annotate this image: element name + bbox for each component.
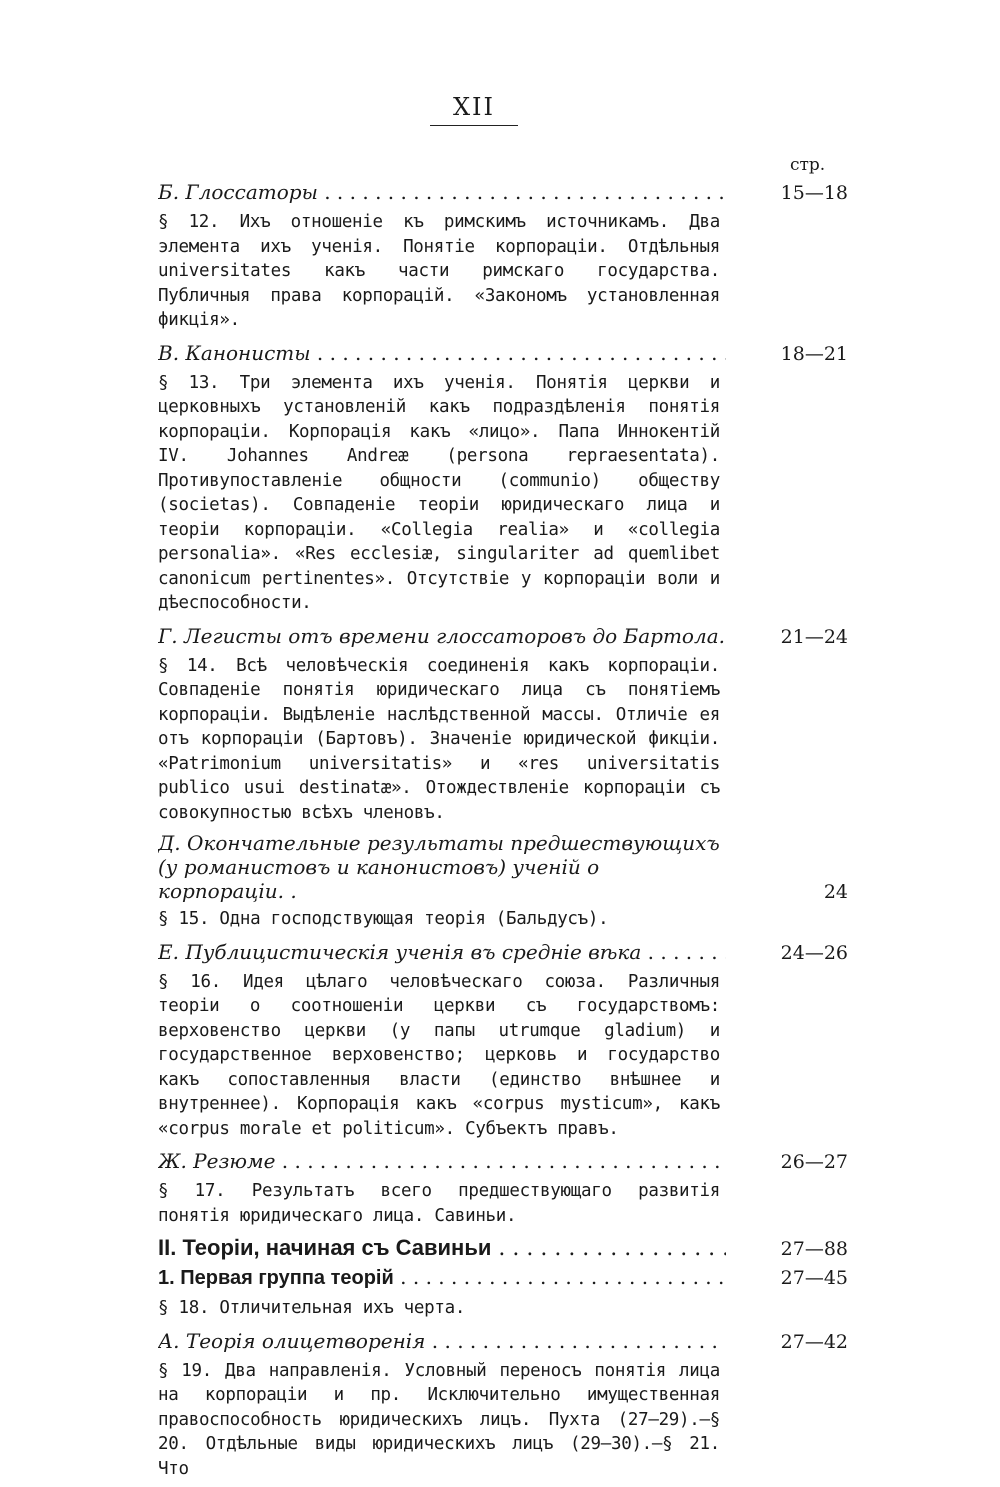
toc-entry-title-line1: Д. Окончательные результаты предшествующихъ	[158, 831, 720, 855]
toc-entry-title: 1. Первая группа теорій . . .	[158, 1263, 726, 1292]
toc-section-summary: § 18. Отличительная ихъ черта.	[158, 1298, 466, 1318]
toc-entry-title: В. Канонисты . . .	[158, 339, 726, 367]
table-of-contents	[158, 178, 848, 1487]
toc-entry	[158, 831, 848, 903]
toc-section-summary: § 16. Идея цѣлаго человѣческаго союза. Различныя теоріи о соотношеніи церкви съ государствомъ: верховенство церкви (у папы utrumque gladium) и государственное верховенство; церковь и государство какъ сопоставленныя власти (единство внѣшнее и внутреннее). Корпорація какъ «corpus mysticum», какъ «corpus morale et politicum». Субъектъ правъ.	[158, 971, 720, 1139]
toc-entry-title: Ж. Резюме . . .	[158, 1147, 726, 1175]
toc-entry-pages: 15—18	[780, 182, 848, 204]
toc-entry-pages: 27—45	[780, 1267, 848, 1289]
toc-entry-title: Б. Глоссаторы . . .	[158, 178, 726, 206]
page-column-label: стр.	[790, 155, 826, 175]
toc-entry-pages: 18—21	[780, 342, 848, 365]
toc-entry	[158, 339, 848, 367]
toc-entry	[158, 1263, 848, 1292]
toc-section-summary: § 14. Всѣ человѣческія соединенія какъ корпораціи. Совпаденіе понятія юридическаго лица съ понятіемъ корпораціи. Выдѣленіе наслѣдственной массы. Отличіе ея отъ корпораціи (Бартовъ). Значеніе юридической фикціи. «Patrimonium universitatis» и «res universitatis publico usui destinatæ». Отождествленіе корпораціи съ совокупностью всѣхъ членовъ.	[158, 655, 720, 823]
toc-entry-pages: 26—27	[780, 1151, 848, 1173]
toc-section-summary: § 13. Три элемента ихъ ученія. Понятія церкви и церковныхъ установленій какъ подраздѣленія понятія корпораціи. Корпорація какъ «лицо». Папа Иннокентій IV. Johannes Andreæ (persona repraesentata). Противупоставленіе общности (communio) обществу (societas). Совпаденіе теоріи юридическаго лица и теоріи корпораціи. «Collegia realia» и «collegia personalia». «Res ecclesiæ, singulariter ad quemlibet canonicum pertinentes». Отсутствіе у корпораціи воли и дѣеспособности.	[158, 372, 720, 613]
header-rule	[430, 125, 518, 126]
toc-entry-pages: 24	[823, 881, 848, 903]
page-number: XII	[452, 93, 496, 121]
toc-entry-title: А. Теорія олицетворенія . . .	[158, 1327, 726, 1355]
toc-section-summary: § 12. Ихъ отношеніе къ римскимъ источникамъ. Два элемента ихъ ученія. Понятіе корпораціи. Отдѣльныя universitates какъ части римскаго государства. Публичныя права корпорацій. «Закономъ установленная фикція».	[158, 212, 720, 330]
toc-entry	[158, 1327, 848, 1355]
toc-section-summary: § 19. Два направленія. Условный переносъ понятія лица на корпораціи и пр. Исключительно имущественная правоспособность юридическихъ лицъ. Пухта (27—29).—§ 20. Отдѣльные виды юридическихъ лицъ (29—30).—§ 21. Что	[158, 1360, 720, 1479]
toc-entry	[158, 178, 848, 206]
toc-entry-title: Г. Легисты отъ времени глоссаторовъ до Бартола.	[158, 623, 725, 648]
toc-entry-pages: 27—88	[780, 1238, 848, 1260]
toc-entry-title: II. Теоріи, начиная съ Савиньи . . .	[158, 1234, 726, 1263]
toc-entry	[158, 938, 848, 966]
toc-entry-pages: 21—24	[780, 625, 848, 648]
toc-entry	[158, 1147, 848, 1175]
toc-entry	[158, 1234, 848, 1263]
toc-section-summary: § 17. Результатъ всего предшествующаго развитія понятія юридическаго лица. Савиньи.	[158, 1181, 720, 1226]
toc-entry-title	[158, 831, 726, 903]
toc-entry	[158, 622, 848, 650]
toc-entry-pages: 24—26	[780, 941, 848, 964]
toc-entry-title-line2: (у романистовъ и канонистовъ) ученій о корпораціи. .	[158, 855, 600, 903]
toc-section-summary: § 15. Одна господствующая теорія (Бальдусъ).	[158, 909, 609, 929]
toc-entry-pages: 27—42	[780, 1330, 848, 1353]
toc-entry-title: Е. Публицистическія ученія въ средніе вѣка . . .	[158, 938, 726, 966]
